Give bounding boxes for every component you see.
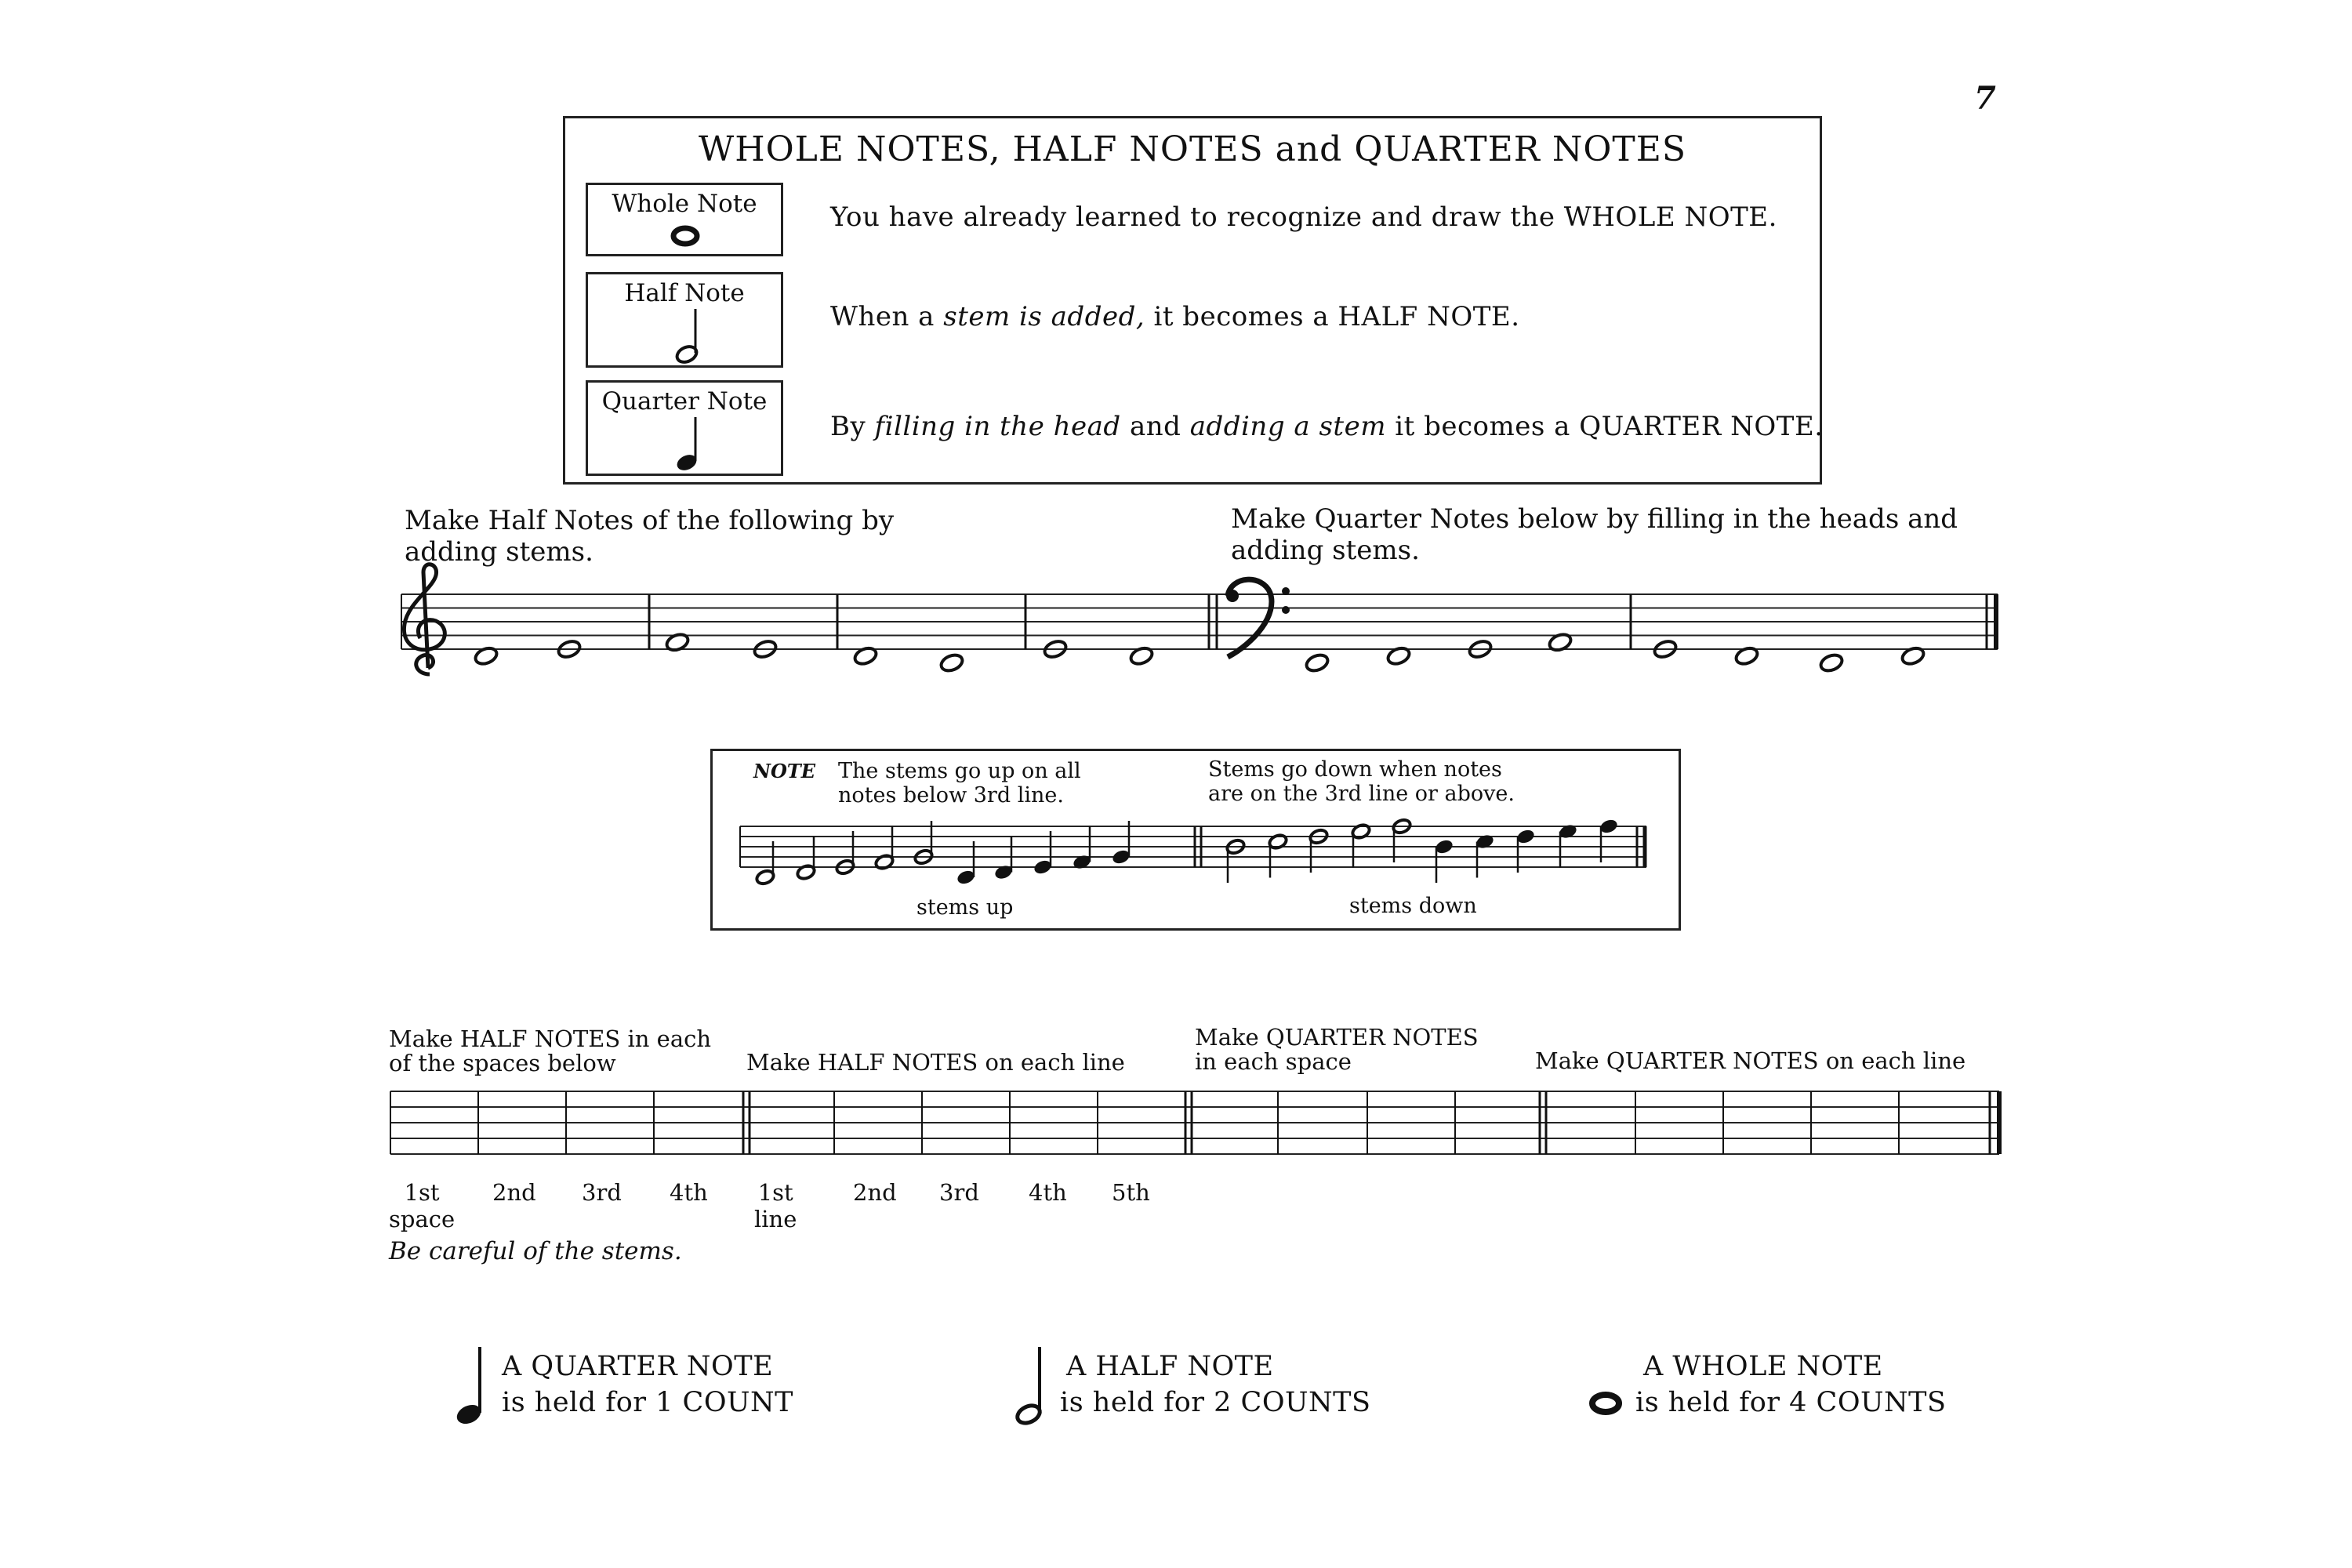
instr-line: adding stems. — [405, 536, 593, 568]
quarter-text-mid: and — [1120, 411, 1190, 442]
label-4th-line: 4th — [1029, 1179, 1067, 1206]
label-1st-space — [389, 1179, 455, 1232]
stems-up-label: stems up — [916, 895, 1014, 920]
instr-line: Make Quarter Notes below by filling in the heads and — [1231, 503, 1958, 535]
half-note-head — [796, 863, 816, 880]
instr-line: Make HALF NOTES in each — [389, 1025, 712, 1052]
half-note-head — [1351, 822, 1371, 840]
stems-down-label: stems down — [1349, 894, 1477, 918]
summary-line: A HALF NOTE — [1066, 1351, 1274, 1382]
half-note-head — [755, 869, 775, 886]
quarter-note-icon — [666, 414, 713, 477]
exercise2-instruction-3 — [1195, 1025, 1479, 1074]
half-note-head — [1268, 833, 1288, 850]
quarter-note-icon — [452, 1345, 491, 1432]
half-note-head — [1819, 652, 1845, 673]
half-note-summary — [1060, 1348, 1370, 1421]
note-word: NOTE — [753, 760, 815, 782]
caution-text: Be careful of the stems. — [389, 1237, 682, 1265]
summary-line: is held for 2 COUNTS — [1060, 1387, 1371, 1418]
quarter-text-em2: adding a stem — [1189, 411, 1386, 442]
exercise2-instruction-2: Make HALF NOTES on each line — [746, 1049, 1125, 1076]
instr-line: adding stems. — [1231, 535, 1420, 566]
quarter-note-card — [586, 380, 783, 476]
whole-note-label: Whole Note — [612, 190, 757, 218]
note-line: notes below 3rd line. — [838, 783, 1064, 808]
quarter-note-summary — [502, 1348, 793, 1421]
summary-line: is held for 4 COUNTS — [1635, 1387, 1947, 1418]
summary-line: is held for 1 COUNT — [502, 1387, 793, 1418]
label-text: 1st line — [754, 1179, 797, 1232]
half-text-pre: When a — [830, 301, 944, 332]
label-2nd-line: 2nd — [853, 1179, 897, 1206]
stems-up-explanation — [838, 759, 1081, 808]
half-note-text — [830, 301, 1520, 332]
half-note-card — [586, 272, 783, 368]
bass-clef-icon — [1226, 579, 1290, 657]
half-note-icon — [1011, 1345, 1051, 1432]
exercise2-staff — [0, 1082, 2038, 1176]
whole-note-card — [586, 183, 783, 256]
instr-line: in each space — [1195, 1048, 1352, 1075]
summary-line: A QUARTER NOTE — [502, 1351, 774, 1382]
quarter-text-pre: By — [830, 411, 875, 442]
quarter-text-post: it becomes a QUARTER NOTE. — [1385, 411, 1824, 442]
quarter-note-label: Quarter Note — [601, 387, 768, 416]
whole-note-summary — [1635, 1348, 1946, 1421]
treble-clef-icon — [404, 564, 445, 674]
quarter-note-text — [830, 411, 1824, 442]
half-text-post: it becomes a HALF NOTE. — [1145, 301, 1520, 332]
exercise1-staff — [0, 564, 2038, 690]
label-text: 1st space — [389, 1179, 456, 1232]
label-3rd-space: 3rd — [582, 1179, 622, 1206]
note-line: Stems go down when notes — [1208, 757, 1502, 782]
section-title: WHOLE NOTES, HALF NOTES and QUARTER NOTES — [698, 129, 1687, 169]
half-note-head — [874, 853, 895, 870]
note-line: The stems go up on all — [838, 759, 1081, 783]
exercise2-instruction-1 — [389, 1027, 711, 1076]
half-note-label: Half Note — [624, 279, 745, 307]
summary-line: A WHOLE NOTE — [1643, 1351, 1883, 1382]
half-note-head — [1305, 652, 1330, 673]
label-4th-space: 4th — [670, 1179, 708, 1206]
exercise1-right-instruction — [1231, 503, 1958, 566]
half-note-icon — [666, 306, 713, 368]
label-5th-line: 5th — [1112, 1179, 1150, 1206]
exercise2-instruction-4: Make QUARTER NOTES on each line — [1535, 1047, 1966, 1074]
whole-note-icon — [670, 224, 701, 248]
whole-note-text: You have already learned to recognize and draw the WHOLE NOTE. — [830, 201, 1777, 233]
label-3rd-line: 3rd — [939, 1179, 979, 1206]
half-text-em: stem is added, — [943, 301, 1145, 332]
whole-note-icon — [1587, 1388, 1626, 1419]
page-number: 7 — [1974, 80, 1996, 117]
note-line: are on the 3rd line or above. — [1208, 782, 1515, 806]
note-types-box — [563, 116, 1822, 485]
quarter-text-em1: filling in the head — [874, 411, 1121, 442]
half-note-head — [939, 652, 965, 673]
label-1st-line — [754, 1179, 797, 1232]
instr-line: Make QUARTER NOTES — [1195, 1024, 1479, 1051]
label-2nd-space: 2nd — [492, 1179, 536, 1206]
stems-example-staff — [729, 808, 1670, 902]
instr-line: of the spaces below — [389, 1050, 616, 1076]
instr-line: Make Half Notes of the following by — [405, 505, 895, 536]
stems-down-explanation — [1208, 757, 1515, 806]
exercise1-left-instruction — [405, 505, 894, 568]
